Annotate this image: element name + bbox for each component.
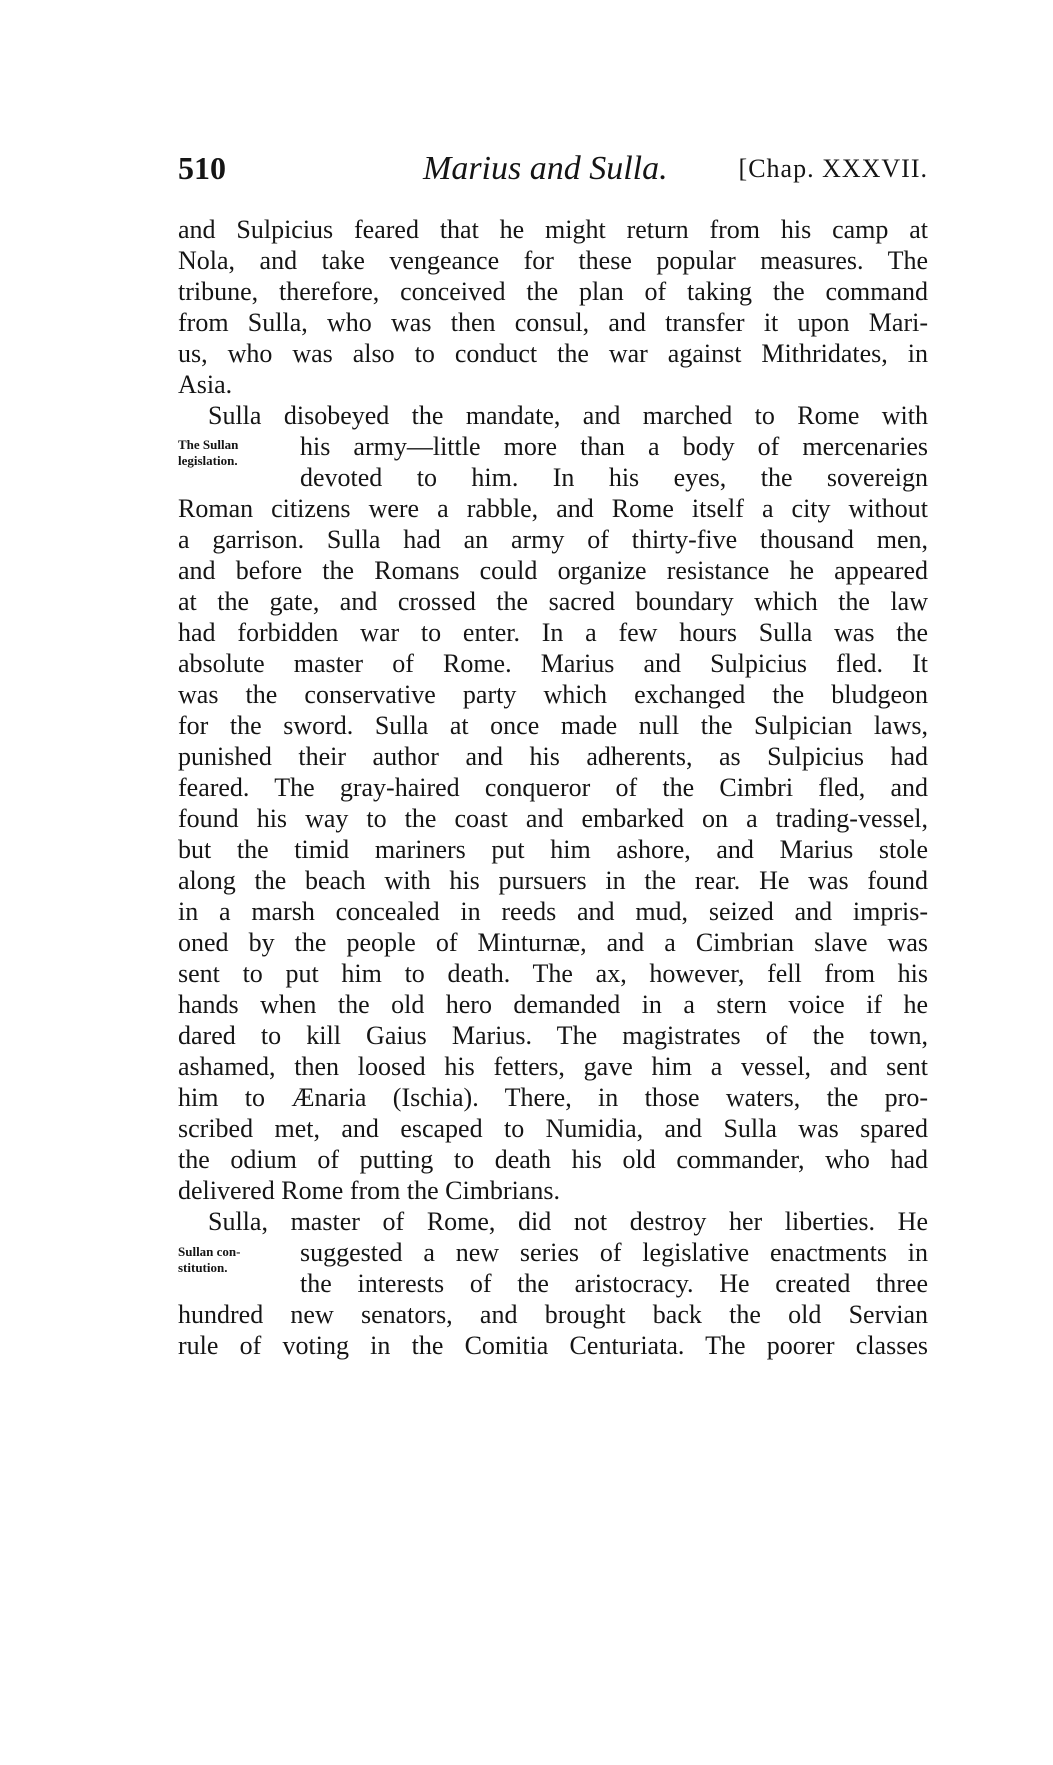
text-line: the interests of the aristocracy. He created three — [300, 1269, 928, 1298]
text-line: Roman citizens were a rabble, and Rome itself a city without — [178, 494, 928, 523]
text-line: hands when the old hero demanded in a stern voice if he — [178, 990, 928, 1019]
text-line: rule of voting in the Comitia Centuriata. The poorer classes — [178, 1331, 928, 1360]
sidenote-line: Sullan con- — [178, 1244, 241, 1259]
text-line: in a marsh concealed in reeds and mud, seized and impris- — [178, 897, 928, 926]
text-line: hundred new senators, and brought back the old Servian — [178, 1300, 928, 1329]
text-line: and Sulpicius feared that he might return from his camp at — [178, 215, 928, 244]
text-line: from Sulla, who was then consul, and transfer it upon Mari- — [178, 308, 928, 337]
text-line: him to Ænaria (Ischia). There, in those waters, the pro- — [178, 1083, 928, 1112]
sidenote-line: legislation. — [178, 453, 238, 468]
text-line: ashamed, then loosed his fetters, gave him a vessel, and sent — [178, 1052, 928, 1081]
page-number: 510 — [178, 150, 226, 186]
text-line: found his way to the coast and embarked on a trading-vessel, — [178, 804, 928, 833]
text-line: Sulla disobeyed the mandate, and marched to Rome with — [208, 401, 928, 430]
sidenote-sullan-legislation — [178, 437, 238, 469]
text-line: along the beach with his pursuers in the rear. He was found — [178, 866, 928, 895]
text-line: had forbidden war to enter. In a few hours Sulla was the — [178, 618, 928, 647]
running-title: Marius and Sulla. — [423, 150, 668, 187]
text-line: us, who was also to conduct the war against Mithridates, in — [178, 339, 928, 368]
sidenote-line: The Sullan — [178, 437, 239, 452]
text-line: feared. The gray-haired conqueror of the Cimbri fled, and — [178, 773, 928, 802]
text-line: dared to kill Gaius Marius. The magistrates of the town, — [178, 1021, 928, 1050]
text-line: oned by the people of Minturnæ, and a Cimbrian slave was — [178, 928, 928, 957]
text-line: but the timid mariners put him ashore, and Marius stole — [178, 835, 928, 864]
text-line: his army—little more than a body of mercenaries — [300, 432, 928, 461]
text-line: Sulla, master of Rome, did not destroy her liberties. He — [208, 1207, 928, 1236]
text-line: scribed met, and escaped to Numidia, and Sulla was spared — [178, 1114, 928, 1143]
text-line: at the gate, and crossed the sacred boundary which the law — [178, 587, 928, 616]
text-line: Nola, and take vengeance for these popular measures. The — [178, 246, 928, 275]
text-line: was the conservative party which exchanged the bludgeon — [178, 680, 928, 709]
text-line: a garrison. Sulla had an army of thirty-five thousand men, — [178, 525, 928, 554]
text-line: devoted to him. In his eyes, the sovereign — [300, 463, 928, 492]
text-line: for the sword. Sulla at once made null the Sulpician laws, — [178, 711, 928, 740]
text-line: the odium of putting to death his old commander, who had — [178, 1145, 928, 1174]
text-line: sent to put him to death. The ax, however, fell from his — [178, 959, 928, 988]
text-line: and before the Romans could organize resistance he appeared — [178, 556, 928, 585]
sidenote-line: stitution. — [178, 1260, 228, 1275]
text-line: absolute master of Rome. Marius and Sulpicius fled. It — [178, 649, 928, 678]
text-line: tribune, therefore, conceived the plan of taking the command — [178, 277, 928, 306]
sidenote-sullan-constitution — [178, 1244, 241, 1276]
text-line: punished their author and his adherents, as Sulpicius had — [178, 742, 928, 771]
text-line: Asia. — [178, 370, 233, 399]
text-line: suggested a new series of legislative enactments in — [300, 1238, 928, 1267]
chapter-label: [Chap. XXXVII. — [738, 154, 928, 183]
text-line: delivered Rome from the Cimbrians. — [178, 1176, 560, 1205]
running-header — [178, 150, 928, 196]
